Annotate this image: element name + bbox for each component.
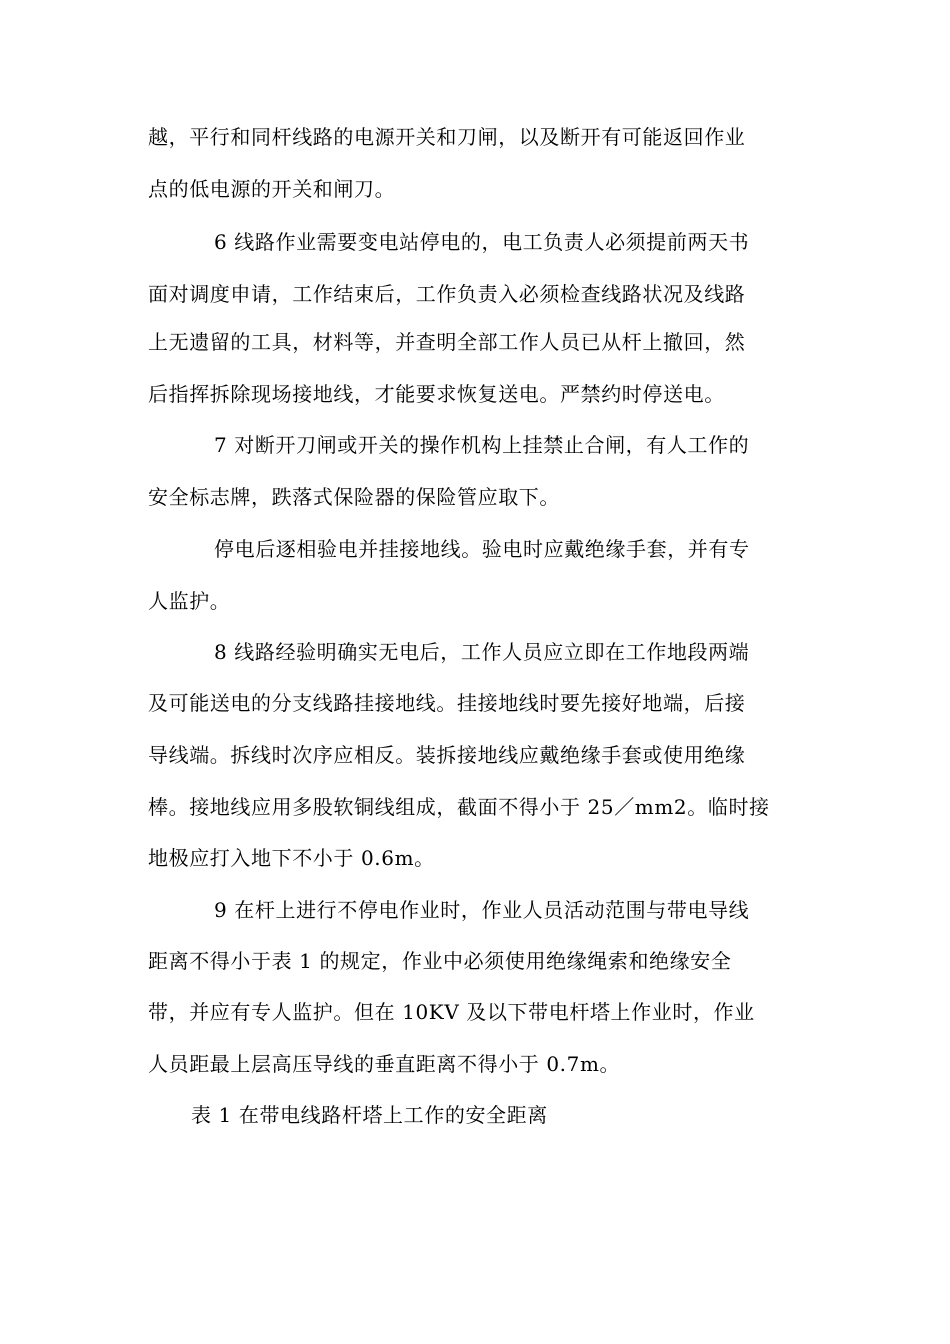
text-line: 及可能送电的分支线路挂接地线。挂接地线时要先接好地端，后接 (148, 691, 746, 715)
text-line: 安全标志牌，跌落式保险器的保险管应取下。 (148, 485, 560, 509)
table-caption: 表 1 在带电线路杆塔上工作的安全距离 (191, 1103, 548, 1127)
text-line: 9 在杆上进行不停电作业时，作业人员活动范围与带电导线 (214, 898, 750, 922)
text-line: 7 对断开刀闸或开关的操作机构上挂禁止合闸，有人工作的 (214, 433, 750, 457)
text-line: 地极应打入地下不小于 0.6m。 (148, 846, 435, 870)
text-line: 点的低电源的开关和闸刀。 (148, 177, 396, 201)
text-line: 棒。接地线应用多股软铜线组成，截面不得小于 25／mm2。临时接 (148, 795, 770, 819)
text-line: 6 线路作业需要变电站停电的，电工负责人必须提前两天书 (214, 230, 750, 254)
text-line: 后指挥拆除现场接地线，才能要求恢复送电。严禁约时停送电。 (148, 382, 725, 406)
text-line: 导线端。拆线时次序应相反。装拆接地线应戴绝缘手套或使用绝缘 (148, 743, 746, 767)
text-line: 面对调度申请，工作结束后，工作负责入必须检查线路状况及线路 (148, 282, 746, 306)
text-line: 带，并应有专人监护。但在 10KV 及以下带电杆塔上作业时，作业 (148, 1000, 755, 1024)
text-line: 距离不得小于表 1 的规定，作业中必须使用绝缘绳索和绝缘安全 (148, 949, 732, 973)
text-line: 越，平行和同杆线路的电源开关和刀闸，以及断开有可能返回作业 (148, 125, 746, 149)
text-line: 停电后逐相验电并挂接地线。验电时应戴绝缘手套，并有专 (214, 537, 750, 561)
text-line: 人监护。 (148, 589, 231, 613)
text-line: 上无遗留的工具，材料等，并查明全部工作人员已从杆上撤回，然 (148, 330, 746, 354)
text-line: 人员距最上层高压导线的垂直距离不得小于 0.7m。 (148, 1052, 621, 1076)
text-line: 8 线路经验明确实无电后，工作人员应立即在工作地段两端 (214, 640, 750, 664)
